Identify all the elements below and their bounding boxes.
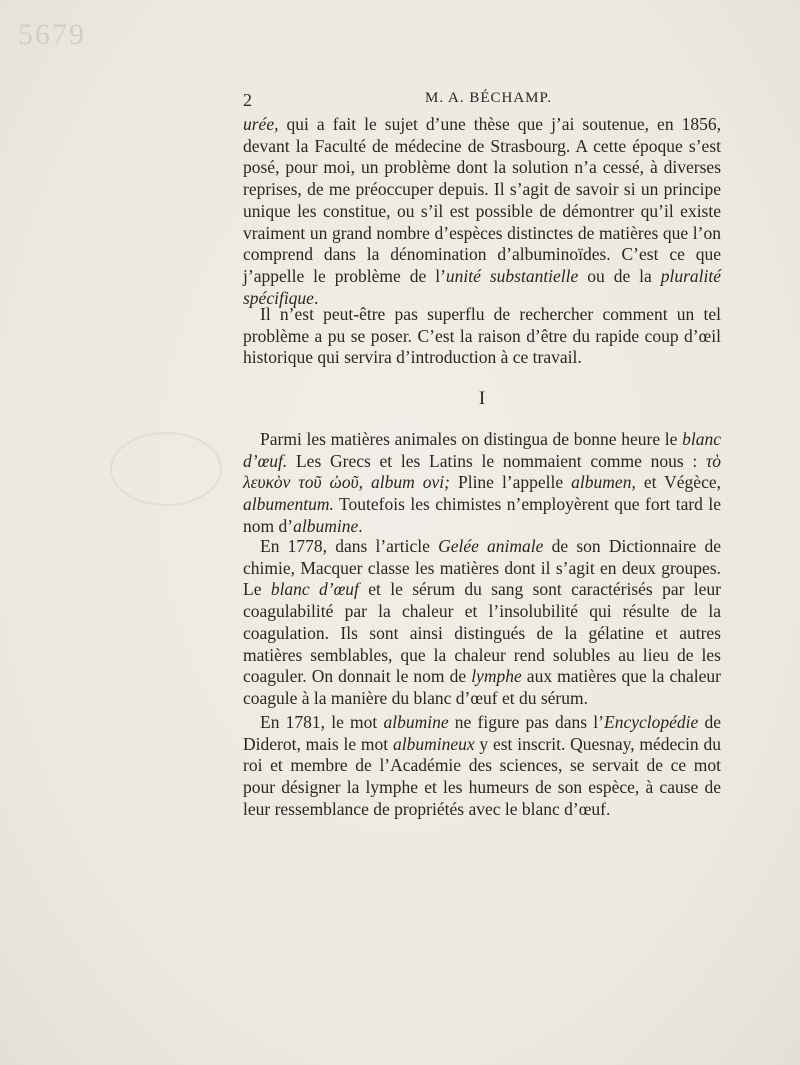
text-run: qui a fait le sujet d’une thèse que j’ai soutenue, en 1856, devant la Faculté de médecine de Strasbourg. A cette époque s’est posé, pour moi, un problème dont la solution n’a cessé, à diverses reprises, de me préoccuper depuis. Il s’agit de savoir si un principe unique les constitue, ou s’il est possible de démontrer qu’il existe vraiment un grand nombre d’espèces distinctes de matières que l’on comprend dans la dénomination d’albuminoïdes. C’est ce que j’appelle le problème de l’ bbox=[243, 114, 721, 286]
paragraph-5 bbox=[243, 712, 721, 821]
text-run: Pline l’appelle bbox=[449, 472, 572, 493]
text-run: Parmi les matières animales on distingua de bonne heure le bbox=[260, 429, 683, 449]
paragraph-4 bbox=[243, 536, 721, 710]
text-run: albumen, bbox=[571, 472, 636, 493]
text-run: blanc d’œuf bbox=[270, 579, 359, 600]
paragraph-3 bbox=[243, 429, 721, 538]
text-run: τὸ λευκὸν τοῦ ὠοῦ, album ovi; bbox=[243, 450, 721, 493]
text-run: Gelée animale bbox=[438, 536, 544, 556]
text-run: urée, bbox=[243, 114, 279, 134]
paragraph-2: Il n’est peut-être pas superflu de rechercher comment un tel problème a pu se poser. C’est la raison d’être du rapide coup d’œil historique qui servira d’introduction à ce travail. bbox=[243, 304, 721, 368]
text-run: unité substantielle bbox=[445, 265, 579, 286]
text-run: blanc d’œuf. bbox=[243, 429, 721, 471]
text-run: y est inscrit. Quesnay, médecin du roi et membre de l’Académie des sciences, se servait de ce mot pour désigner la lymphe et les humeurs de son espèce, à cause de leur ressemblance de propriétés avec le blanc d’œuf. bbox=[243, 733, 721, 819]
text-run: . bbox=[358, 515, 363, 536]
text-run: ou de la bbox=[578, 265, 661, 286]
text-run: ne figure pas dans l’ bbox=[448, 712, 604, 732]
text-run: albumine bbox=[293, 515, 359, 536]
text-run: et le sérum du sang sont caractérisés par leur coagulabilité par la chaleur et l’insolubilité qui résulte de la coagulation. Ils sont ainsi distingués de la gélatine et autres matières semblables, que la chaleur rend solubles au lieu de les coaguler. On donnait le nom de bbox=[243, 579, 721, 687]
library-shelf-mark: 5679 bbox=[18, 18, 86, 51]
text-run: En 1781, le mot bbox=[260, 712, 384, 732]
page-number: 2 bbox=[243, 90, 252, 110]
text-run: de son Dictionnaire de chimie, Macquer classe les matières dont il s’agit en deux groupes. Le bbox=[243, 536, 721, 600]
text-run: et Végèce, bbox=[635, 472, 721, 493]
text-run: aux matières que la chaleur coagule à la manière du blanc d’œuf et du sérum. bbox=[243, 666, 721, 708]
text-run: albumineux bbox=[392, 733, 475, 754]
text-run: albumentum. bbox=[243, 494, 334, 515]
text-run: albumine bbox=[383, 712, 449, 732]
text-run: Les Grecs et les Latins le nommaient comme nous : bbox=[287, 450, 706, 471]
running-head: M. A. BÉCHAMP. bbox=[425, 90, 552, 106]
text-run: de Diderot, mais le mot bbox=[243, 712, 721, 754]
faded-library-stamp bbox=[110, 432, 222, 506]
text-run: Toutefois les chimistes n’employèrent que fort tard le nom d’ bbox=[243, 494, 721, 536]
section-title: I bbox=[478, 388, 486, 409]
text-run: lymphe bbox=[471, 666, 522, 687]
text-run: En 1778, dans l’article bbox=[260, 536, 439, 556]
paragraph-1 bbox=[243, 114, 721, 309]
text-run: Encyclopédie bbox=[604, 712, 699, 732]
page-header bbox=[243, 86, 723, 112]
text-run: . bbox=[313, 287, 319, 308]
text-run: pluralité spécifique bbox=[243, 265, 721, 308]
